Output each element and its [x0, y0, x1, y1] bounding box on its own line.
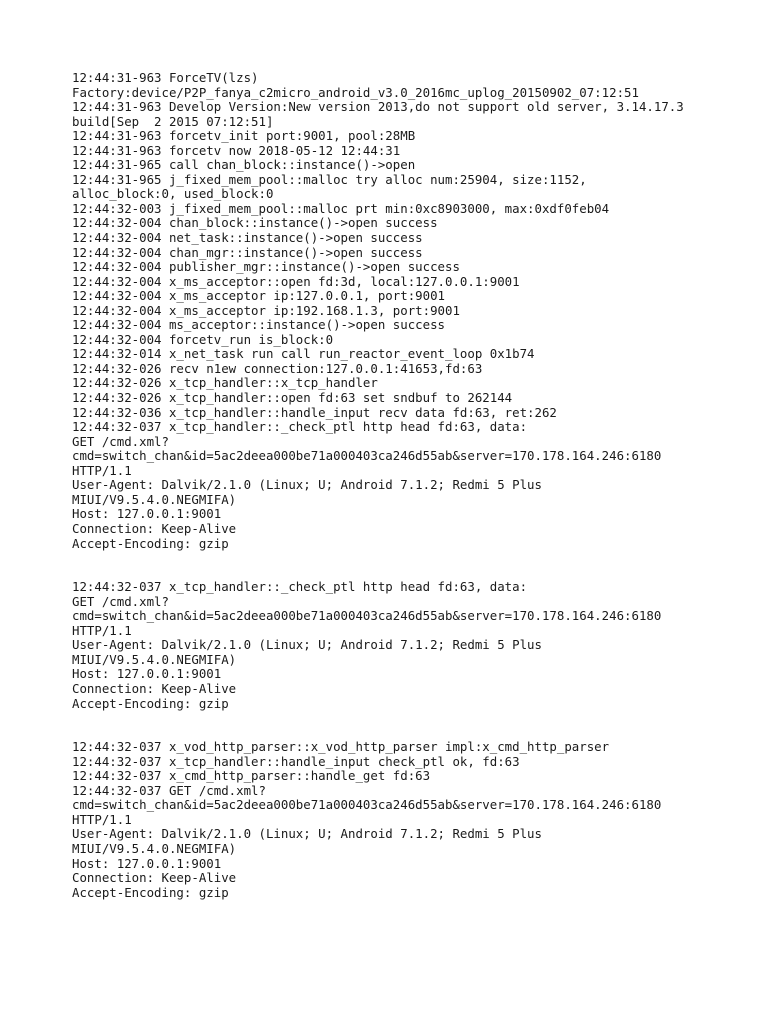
log-line: Connection: Keep-Alive: [72, 870, 237, 886]
log-line: Connection: Keep-Alive: [72, 520, 237, 536]
log-line: alloc_block:0, used_block:0: [72, 186, 274, 202]
log-line: 12:44:31-963 forcetv now 2018-05-12 12:44:31: [72, 142, 401, 158]
log-line: MIUI/V9.5.4.0.NEGMIFA): [72, 840, 237, 856]
log-line: build[Sep 2 2015 07:12:51]: [72, 113, 274, 129]
log-line: 12:44:32-004 forcetv_run is_block:0: [72, 331, 334, 347]
blank-line: [72, 711, 752, 726]
log-line: Host: 127.0.0.1:9001: [72, 666, 222, 682]
log-line: User-Agent: Dalvik/2.1.0 (Linux; U; Android 7.1.2; Redmi 5 Plus: [72, 637, 542, 653]
log-line: 12:44:32-037 x_vod_http_parser::x_vod_http_parser impl:x_cmd_http_parser: [72, 739, 610, 755]
log-line: HTTP/1.1: [72, 462, 132, 478]
log-line: Host: 127.0.0.1:9001: [72, 506, 222, 522]
blank-line: [72, 551, 752, 566]
log-line: 12:44:32-026 x_tcp_handler::open fd:63 set sndbuf to 262144: [72, 390, 513, 406]
log-line: MIUI/V9.5.4.0.NEGMIFA): [72, 491, 237, 507]
blank-line: [72, 566, 752, 581]
log-line: 12:44:32-004 x_ms_acceptor::open fd:3d, local:127.0.0.1:9001: [72, 273, 520, 289]
log-line: 12:44:31-963 Develop Version:New version 2013,do not support old server, 3.14.17.3: [72, 99, 684, 115]
log-line: 12:44:32-004 chan_mgr::instance()->open success: [72, 244, 423, 260]
log-line: GET /cmd.xml?: [72, 433, 169, 449]
log-line: GET /cmd.xml?: [72, 593, 169, 609]
log-line: 12:44:32-036 x_tcp_handler::handle_input recv data fd:63, ret:262: [72, 404, 557, 420]
log-line: 12:44:32-014 x_net_task run call run_reactor_event_loop 0x1b74: [72, 346, 535, 362]
log-line: 12:44:32-026 x_tcp_handler::x_tcp_handler: [72, 375, 378, 391]
log-line: 12:44:32-004 x_ms_acceptor ip:192.168.1.3, port:9001: [72, 302, 460, 318]
log-line: 12:44:32-004 publisher_mgr::instance()->open success: [72, 259, 460, 275]
log-line: 12:44:32-037 x_tcp_handler::_check_ptl http head fd:63, data:: [72, 419, 528, 435]
log-line: 12:44:31-963 ForceTV(lzs): [72, 70, 259, 85]
log-line: 12:44:32-026 recv n1ew connection:127.0.0.1:41653,fd:63: [72, 360, 483, 376]
log-line: 12:44:32-003 j_fixed_mem_pool::malloc prt min:0xc8903000, max:0xdf0feb04: [72, 200, 610, 216]
log-line: 12:44:31-963 forcetv_init port:9001, pool:28MB: [72, 128, 416, 144]
log-line: 12:44:32-037 x_tcp_handler::_check_ptl http head fd:63, data:: [72, 579, 528, 595]
log-line: 12:44:31-965 call chan_block::instance()->open: [72, 157, 416, 173]
log-line: HTTP/1.1: [72, 811, 132, 827]
log-line: 12:44:32-004 ms_acceptor::instance()->open success: [72, 317, 445, 333]
log-line: Accept-Encoding: gzip: [72, 535, 229, 551]
log-line: User-Agent: Dalvik/2.1.0 (Linux; U; Android 7.1.2; Redmi 5 Plus: [72, 826, 542, 842]
log-line: Connection: Keep-Alive: [72, 680, 237, 696]
log-line: 12:44:32-037 x_tcp_handler::handle_input check_ptl ok, fd:63: [72, 753, 520, 769]
log-line: MIUI/V9.5.4.0.NEGMIFA): [72, 651, 237, 667]
log-line: 12:44:32-004 net_task::instance()->open success: [72, 230, 423, 246]
log-line: 12:44:31-965 j_fixed_mem_pool::malloc try alloc num:25904, size:1152,: [72, 171, 587, 187]
log-line: Accept-Encoding: gzip: [72, 695, 229, 711]
log-line: Factory:device/P2P_fanya_c2micro_android_v3.0_2016mc_uplog_20150902_07:12:51: [72, 84, 639, 100]
log-line: Host: 127.0.0.1:9001: [72, 855, 222, 871]
log-line: 12:44:32-037 GET /cmd.xml?: [72, 782, 266, 798]
log-line: cmd=switch_chan&id=5ac2deea000be71a000403ca246d55ab&server=170.178.164.246:6180: [72, 448, 662, 464]
log-line: Accept-Encoding: gzip: [72, 884, 229, 900]
log-line: cmd=switch_chan&id=5ac2deea000be71a000403ca246d55ab&server=170.178.164.246:6180: [72, 608, 662, 624]
blank-line: [72, 726, 752, 741]
log-document: [72, 71, 752, 900]
log-line: 12:44:32-004 chan_block::instance()->open success: [72, 215, 438, 231]
log-line: 12:44:32-037 x_cmd_http_parser::handle_get fd:63: [72, 768, 431, 784]
log-line: User-Agent: Dalvik/2.1.0 (Linux; U; Android 7.1.2; Redmi 5 Plus: [72, 477, 542, 493]
log-line: HTTP/1.1: [72, 622, 132, 638]
log-line: 12:44:32-004 x_ms_acceptor ip:127.0.0.1, port:9001: [72, 288, 445, 304]
log-line: cmd=switch_chan&id=5ac2deea000be71a000403ca246d55ab&server=170.178.164.246:6180: [72, 797, 662, 813]
